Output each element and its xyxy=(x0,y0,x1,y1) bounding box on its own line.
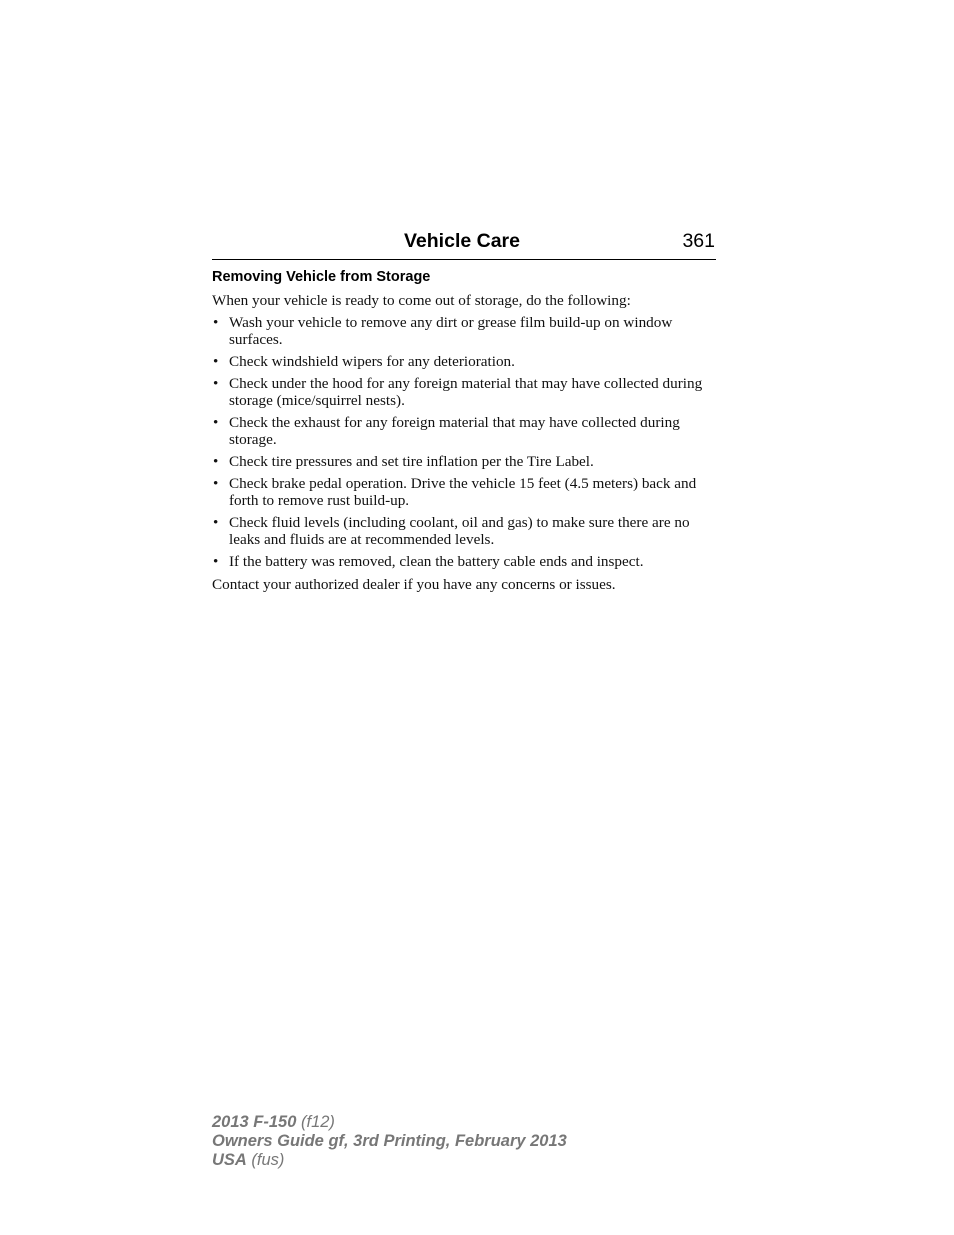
bullet-dot: • xyxy=(213,553,219,570)
list-item xyxy=(212,353,716,370)
list-item xyxy=(212,514,716,548)
list-item-text: Check tire pressures and set tire inflation per the Tire Label. xyxy=(229,453,594,470)
list-item-text: Check windshield wipers for any deterioration. xyxy=(229,353,515,370)
list-item xyxy=(212,553,716,570)
list-item-text: Check brake pedal operation. Drive the vehicle 15 feet (4.5 meters) back and forth to remove rust build-up. xyxy=(229,475,697,509)
footer-model-code: (f12) xyxy=(296,1113,335,1131)
list-item xyxy=(212,414,716,448)
bullet-dot: • xyxy=(213,514,219,531)
footer-region: USA xyxy=(212,1151,247,1169)
list-item xyxy=(212,375,716,409)
list-item xyxy=(212,475,716,509)
list-item-text: Check fluid levels (including coolant, oil and gas) to make sure there are no leaks and fluids are at recommended levels. xyxy=(229,514,690,548)
page-header xyxy=(212,228,716,260)
section-title: Vehicle Care xyxy=(404,230,520,252)
list-item-text: Wash your vehicle to remove any dirt or grease film build-up on window surfaces. xyxy=(229,314,673,348)
bullet-list xyxy=(212,314,716,570)
bullet-dot: • xyxy=(213,353,219,370)
footer-model-line xyxy=(212,1113,567,1132)
list-item xyxy=(212,453,716,470)
subheading: Removing Vehicle from Storage xyxy=(212,269,431,285)
intro-paragraph: When your vehicle is ready to come out of storage, do the following: xyxy=(212,292,631,309)
page-number: 361 xyxy=(682,230,715,252)
footer-edition: Owners Guide gf, 3rd Printing, February 2013 xyxy=(212,1132,567,1150)
bullet-dot: • xyxy=(213,453,219,470)
bullet-dot: • xyxy=(213,414,219,431)
list-item xyxy=(212,314,716,348)
footer-region-line xyxy=(212,1151,567,1170)
footer-model: 2013 F-150 xyxy=(212,1113,297,1131)
bullet-dot: • xyxy=(213,375,219,392)
bullet-dot: • xyxy=(213,314,219,331)
list-item-text: If the battery was removed, clean the battery cable ends and inspect. xyxy=(229,553,644,570)
list-item-text: Check the exhaust for any foreign material that may have collected during storage. xyxy=(229,414,680,448)
footer-edition-line xyxy=(212,1132,567,1151)
closing-paragraph: Contact your authorized dealer if you have any concerns or issues. xyxy=(212,576,616,593)
bullet-dot: • xyxy=(213,475,219,492)
page-footer xyxy=(212,1113,567,1170)
page-content xyxy=(212,228,716,593)
list-item-text: Check under the hood for any foreign material that may have collected during storage (mice/squirrel nests). xyxy=(229,375,703,409)
footer-region-code: (fus) xyxy=(246,1151,285,1169)
